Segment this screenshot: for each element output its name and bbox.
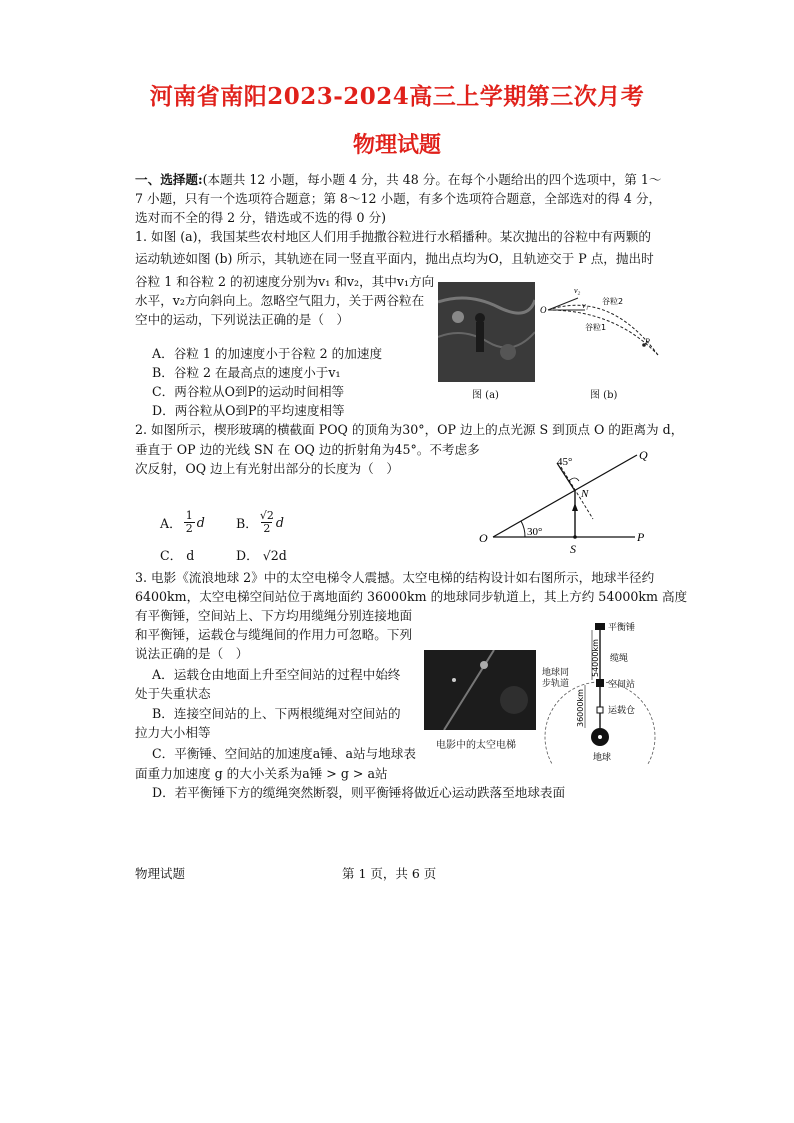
q2-option-a: A． $\frac{1}{2}$ d [160,509,205,535]
q1-line-3: 谷粒 1 和谷粒 2 的初速度分别为v₁ 和v₂，其中v₁方向 [135,274,435,289]
q2-a-numerator: 1 [185,509,193,522]
q1-figure-b-caption: 图 (b) [590,390,618,401]
q1-line-1: 1. 如图 (a)，我国某些农村地区人们用手抛撒谷粒进行水稻播种。某次抛出的谷粒中有两颗的 [135,229,651,244]
section-line-1 [135,170,661,189]
label-sync-orbit: 地球同步轨道 [542,668,570,689]
q1-figure-a-caption: 图 (a) [472,390,499,401]
q2-label-o: O [479,531,488,545]
fig-b-p: P [645,337,650,346]
q2-a-denominator: 2 [185,522,193,535]
q3-option-c-2: 面重力加速度 g 的大小关系为a锤 > g > a站 [135,766,388,781]
q3-photo-caption: 电影中的太空电梯 [436,740,516,751]
page-title: 河南省南阳2023-2024高三上学期第三次月考 [149,83,645,110]
q1-option-c: C．两谷粒从O到P的运动时间相等 [152,384,345,399]
label-36000km: 36000km [576,689,585,727]
q3-option-c-1: C．平衡锤、空间站的加速度a锤、a站与地球表 [152,746,416,761]
q2-option-b: B． $\frac{√2}{2}$ d [236,509,284,535]
q2-line-1: 2. 如图所示，楔形玻璃的横截面 POQ 的顶角为30°，OP 边上的点光源 S 到顶点 O 的距离为 d， [135,422,684,437]
q3-option-a-2: 处于失重状态 [135,686,211,701]
q3-option-a-1: A．运载仓由地面上升至空间站的过程中始终 [152,667,401,682]
q2-b-denominator: 2 [263,522,271,535]
q2-label-45: 45° [557,456,573,468]
sowing-photo-icon [438,282,535,382]
fig-b-grain1: 谷粒1 [585,323,607,332]
q1-figure-b-diagram [540,280,670,380]
q3-line-5: 说法正确的是（ ） [135,646,249,661]
label-station: 空间站 [608,680,636,690]
label-54000km: 54000km [591,639,600,677]
section-heading: 一、选择题: [135,172,203,187]
page-subtitle: 物理试题 [352,132,441,158]
label-cable: 缆绳 [610,654,629,664]
q3-option-b-2: 拉力大小相等 [135,725,211,740]
q3-line-3: 有平衡锤，空间站上、下方均用缆绳分别连接地面 [135,608,413,623]
label-counterweight: 平衡锤 [608,623,636,633]
section-line-3: 选对而不全的得 2 分，错选或不选的得 0 分) [135,210,387,225]
footer-page-number: 第 1 页，共 6 页 [342,866,437,881]
q3-line-2: 6400km，太空电梯空间站位于离地面约 36000km 的地球同步轨道上，其上方约 54000km 高度 [135,589,688,604]
fig-b-grain2: 谷粒2 [602,297,624,306]
q2-label-s: S [570,542,576,556]
q2-option-c: C． d [160,548,195,563]
q3-line-4: 和平衡锤，运载仓与缆绳间的作用力可忽略。下列 [135,627,413,642]
footer-left: 物理试题 [135,866,186,881]
q1-figure-a-photo [438,282,535,382]
section-line-2: 7 小题，只有一个选项符合题意；第 8～12 小题，有多个选项符合题意，全部选对的得 4 分， [135,191,662,206]
q1-option-b: B．谷粒 2 在最高点的速度小于v₁ [152,365,341,380]
q2-label-p: P [637,530,645,544]
q3-line-1: 3. 电影《流浪地球 2》中的太空电梯令人震撼。太空电梯的结构设计如右图所示，地球半径约 [135,570,655,585]
label-capsule: 运载仓 [608,706,636,716]
space-elevator-photo-icon [424,650,536,730]
fig-b-v2: v₂ [574,286,581,295]
q3-option-d: D．若平衡锤下方的缆绳突然断裂，则平衡锤将做近心运动跌落至地球表面 [152,785,566,800]
q2-b-numerator: √2 [259,509,274,522]
q1-option-a: A．谷粒 1 的加速度小于谷粒 2 的加速度 [152,346,383,361]
fig-b-v1: v₁ [582,301,589,310]
q2-line-2: 垂直于 OP 边的光线 SN 在 OQ 边的折射角为45°。不考虑多 [135,442,480,457]
q3-movie-photo [424,650,536,730]
q1-option-d: D．两谷粒从O到P的平均速度相等 [152,403,345,418]
q2-label-q: Q [639,448,648,462]
fig-b-o: O [540,305,547,315]
q3-elevator-diagram [540,615,660,765]
q2-option-d: D． √2d [236,548,287,563]
q1-line-2: 运动轨迹如图 (b) 所示，其轨迹在同一竖直平面内，抛出点均为O，且轨迹交于 P 点，抛出时 [135,251,654,266]
q2-wedge-diagram [475,445,655,557]
q1-line-4: 水平，v₂方向斜向上。忽略空气阻力，关于两谷粒在 [135,293,425,308]
section-text: (本题共 12 小题，每小题 4 分，共 48 分。在每个小题给出的四个选项中，第 1～ [202,172,662,187]
q3-option-b-1: B．连接空间站的上、下两根缆绳对空间站的 [152,706,401,721]
q2-line-3: 次反射，OQ 边上有光射出部分的长度为（ ） [135,461,399,476]
q1-line-5: 空中的运动，下列说法正确的是（ ） [135,312,350,327]
q2-label-n: N [581,488,589,500]
q2-label-30: 30° [527,526,543,538]
label-earth: 地球 [593,753,612,763]
